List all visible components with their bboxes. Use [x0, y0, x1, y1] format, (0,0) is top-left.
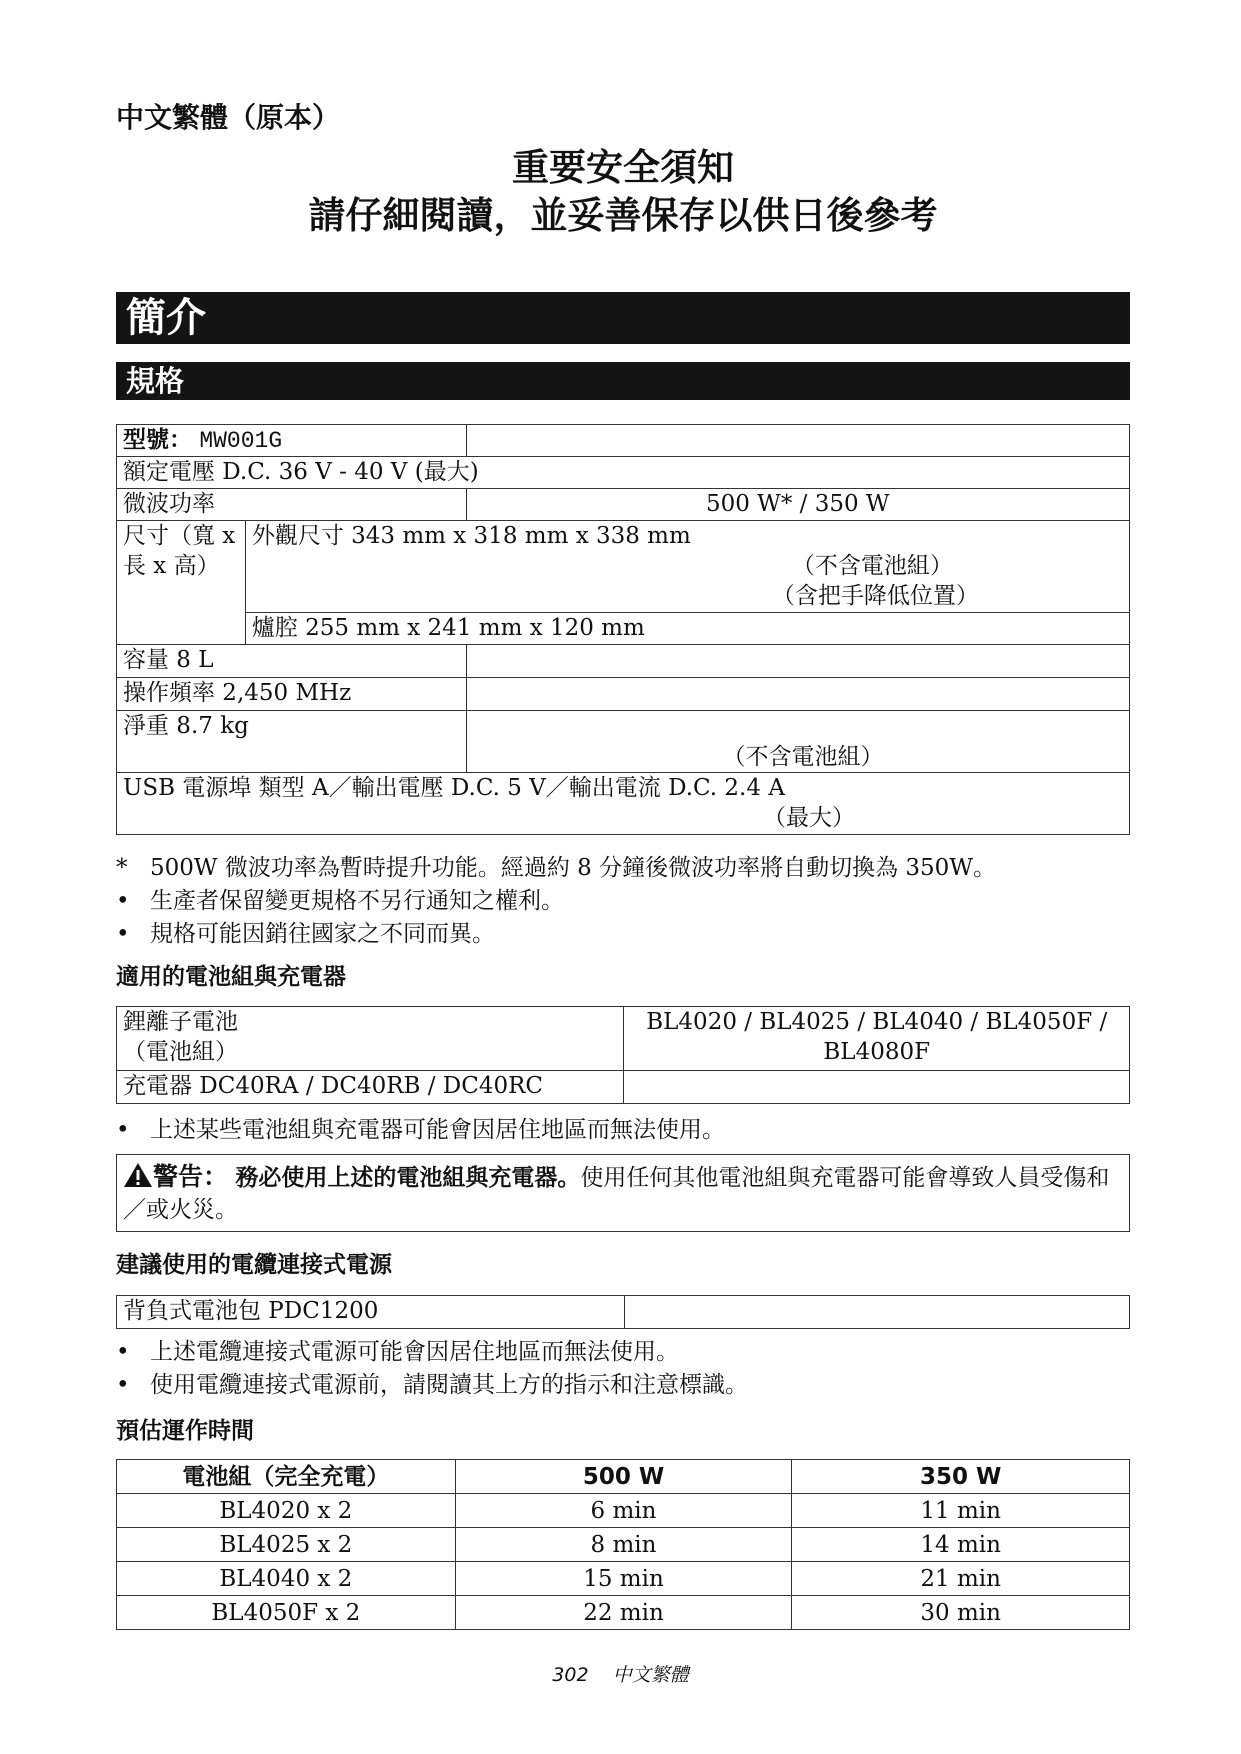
model-cell: [117, 425, 467, 457]
page-footer: [0, 1660, 1241, 1687]
battery-notes: [116, 1114, 1130, 1147]
list-item: [116, 1369, 1130, 1402]
spec-notes: [116, 852, 1130, 951]
table-row: [117, 1494, 1130, 1528]
table-row: [117, 1071, 1130, 1104]
document-title: [116, 144, 1130, 240]
table-row: [117, 678, 1130, 711]
runtime-350w: 14 min: [792, 1528, 1130, 1562]
bullet: •: [116, 921, 130, 947]
table-row: [117, 425, 1130, 457]
language-label: 中文繁體（原本）: [116, 101, 341, 134]
cable-item: 背負式電池包 PDC1200: [117, 1296, 625, 1329]
runtime-350w: 21 min: [792, 1562, 1130, 1596]
specification-table: [116, 424, 1130, 835]
cable-section-heading: 建議使用的電纜連接式電源: [116, 1252, 392, 1278]
note-marker: *: [116, 855, 128, 881]
charger: 充電器 DC40RA / DC40RB / DC40RC: [117, 1071, 624, 1104]
dimension-outer-cell: [245, 521, 1129, 613]
bullet: •: [116, 1117, 130, 1143]
dimension-outer-note-2: （含把手降低位置）: [771, 583, 979, 609]
battery-table: [116, 1006, 1130, 1104]
title-line-2: 請仔細閱讀，並妥善保存以供日後參考: [308, 194, 938, 237]
note-text: 使用電纜連接式電源前，請閱讀其上方的指示和注意標識。: [150, 1372, 748, 1398]
empty-cell: [466, 425, 1129, 457]
battery-cell: BL4025 x 2: [117, 1528, 456, 1562]
list-item: [116, 852, 1130, 885]
note-text: 上述電纜連接式電源可能會因居住地區而無法使用。: [150, 1339, 679, 1365]
runtime-table: [116, 1459, 1130, 1630]
net-weight: 淨重 8.7 kg: [117, 711, 467, 773]
bullet: •: [116, 1372, 130, 1398]
microwave-power-label: 微波功率: [117, 489, 467, 521]
runtime-500w: 6 min: [455, 1494, 792, 1528]
note-text: 上述某些電池組與充電器可能會因居住地區而無法使用。: [150, 1117, 725, 1143]
li-ion-label: 鋰離子電池: [123, 1009, 238, 1035]
battery-cell: BL4020 x 2: [117, 1494, 456, 1528]
table-row: [117, 711, 1130, 773]
footer-language: 中文繁體: [612, 1664, 689, 1686]
warning-label: 警告：: [153, 1162, 229, 1191]
runtime-500w: 22 min: [455, 1596, 792, 1630]
bullet: •: [116, 1339, 130, 1365]
warning-triangle-icon: [123, 1162, 153, 1188]
note-text: 500W 微波功率為暫時提升功能。經過約 8 分鐘後微波功率將自動切換為 350W。: [150, 855, 996, 881]
li-ion-value-cell: [624, 1007, 1130, 1071]
microwave-power-value: 500 W* / 350 W: [466, 489, 1129, 521]
table-header-row: [117, 1460, 1130, 1494]
net-weight-note: （不含電池組）: [722, 744, 884, 770]
note-text: 生產者保留變更規格不另行通知之權利。: [150, 888, 564, 914]
table-row: [117, 773, 1130, 835]
page-number: 302: [552, 1664, 589, 1686]
dimension-outer: 外觀尺寸 343 mm x 318 mm x 338 mm: [251, 523, 691, 549]
li-ion-label-cell: [117, 1007, 624, 1071]
usb-port: USB 電源埠 類型 A／輸出電壓 D.C. 5 V／輸出電流 D.C. 2.4 A: [123, 775, 785, 801]
net-weight-note-cell: [466, 711, 1129, 773]
runtime-500w: 15 min: [455, 1562, 792, 1596]
li-ion-models-cont: BL4080F: [823, 1039, 931, 1065]
bullet: •: [116, 888, 130, 914]
note-text: 規格可能因銷往國家之不同而異。: [150, 921, 495, 947]
dimension-outer-note-1: （不含電池組）: [791, 553, 953, 579]
table-row: [117, 613, 1130, 645]
table-row: [117, 1528, 1130, 1562]
header-350w: 350 W: [792, 1460, 1130, 1494]
table-row: [117, 489, 1130, 521]
battery-cell: BL4040 x 2: [117, 1562, 456, 1596]
warning-box: [116, 1154, 1130, 1232]
battery-section-heading: 適用的電池組與充電器: [116, 964, 346, 990]
list-item: [116, 918, 1130, 951]
model-value: MW001G: [199, 428, 283, 454]
model-label: 型號：: [123, 427, 192, 453]
runtime-350w: 11 min: [792, 1494, 1130, 1528]
runtime-500w: 8 min: [455, 1528, 792, 1562]
warning-bold-text: 務必使用上述的電池組與充電器。: [235, 1165, 581, 1191]
usb-port-cell: [117, 773, 1130, 835]
cable-table: [116, 1295, 1130, 1329]
li-ion-label-sub: （電池組）: [123, 1039, 238, 1065]
empty-cell: [624, 1296, 1129, 1329]
table-row: [117, 457, 1130, 489]
runtime-section-heading: 預估運作時間: [116, 1418, 254, 1444]
usb-port-note: （最大）: [763, 805, 855, 831]
warning-text: 使用任何其他電池組與充電器可能會導致人員受傷和／或火災。: [123, 1165, 1110, 1223]
list-item: [116, 1336, 1130, 1369]
empty-cell: [466, 645, 1129, 678]
operating-frequency: 操作頻率 2,450 MHz: [117, 678, 467, 711]
subsection-title-bar: 規格: [116, 362, 1130, 400]
section-title-bar: 簡介: [116, 292, 1130, 344]
list-item: [116, 885, 1130, 918]
battery-cell: BL4050F x 2: [117, 1596, 456, 1630]
header-battery: 電池組（完全充電）: [117, 1460, 456, 1494]
table-row: [117, 521, 1130, 613]
table-row: [117, 1007, 1130, 1071]
li-ion-models: BL4020 / BL4025 / BL4040 / BL4050F /: [646, 1009, 1108, 1035]
list-item: [116, 1114, 1130, 1147]
table-row: [117, 1596, 1130, 1630]
title-line-1: 重要安全須知: [512, 146, 734, 189]
capacity: 容量 8 L: [117, 645, 467, 678]
cable-notes: [116, 1336, 1130, 1402]
runtime-350w: 30 min: [792, 1596, 1130, 1630]
dimension-label: 尺寸（寬 x 長 x 高）: [117, 521, 246, 645]
rated-voltage: 額定電壓 D.C. 36 V - 40 V (最大): [117, 457, 1130, 489]
table-row: [117, 1562, 1130, 1596]
empty-cell: [624, 1071, 1130, 1104]
dimension-cavity: 爐腔 255 mm x 241 mm x 120 mm: [245, 613, 1129, 645]
header-500w: 500 W: [455, 1460, 792, 1494]
table-row: [117, 645, 1130, 678]
empty-cell: [466, 678, 1129, 711]
table-row: [117, 1296, 1130, 1329]
